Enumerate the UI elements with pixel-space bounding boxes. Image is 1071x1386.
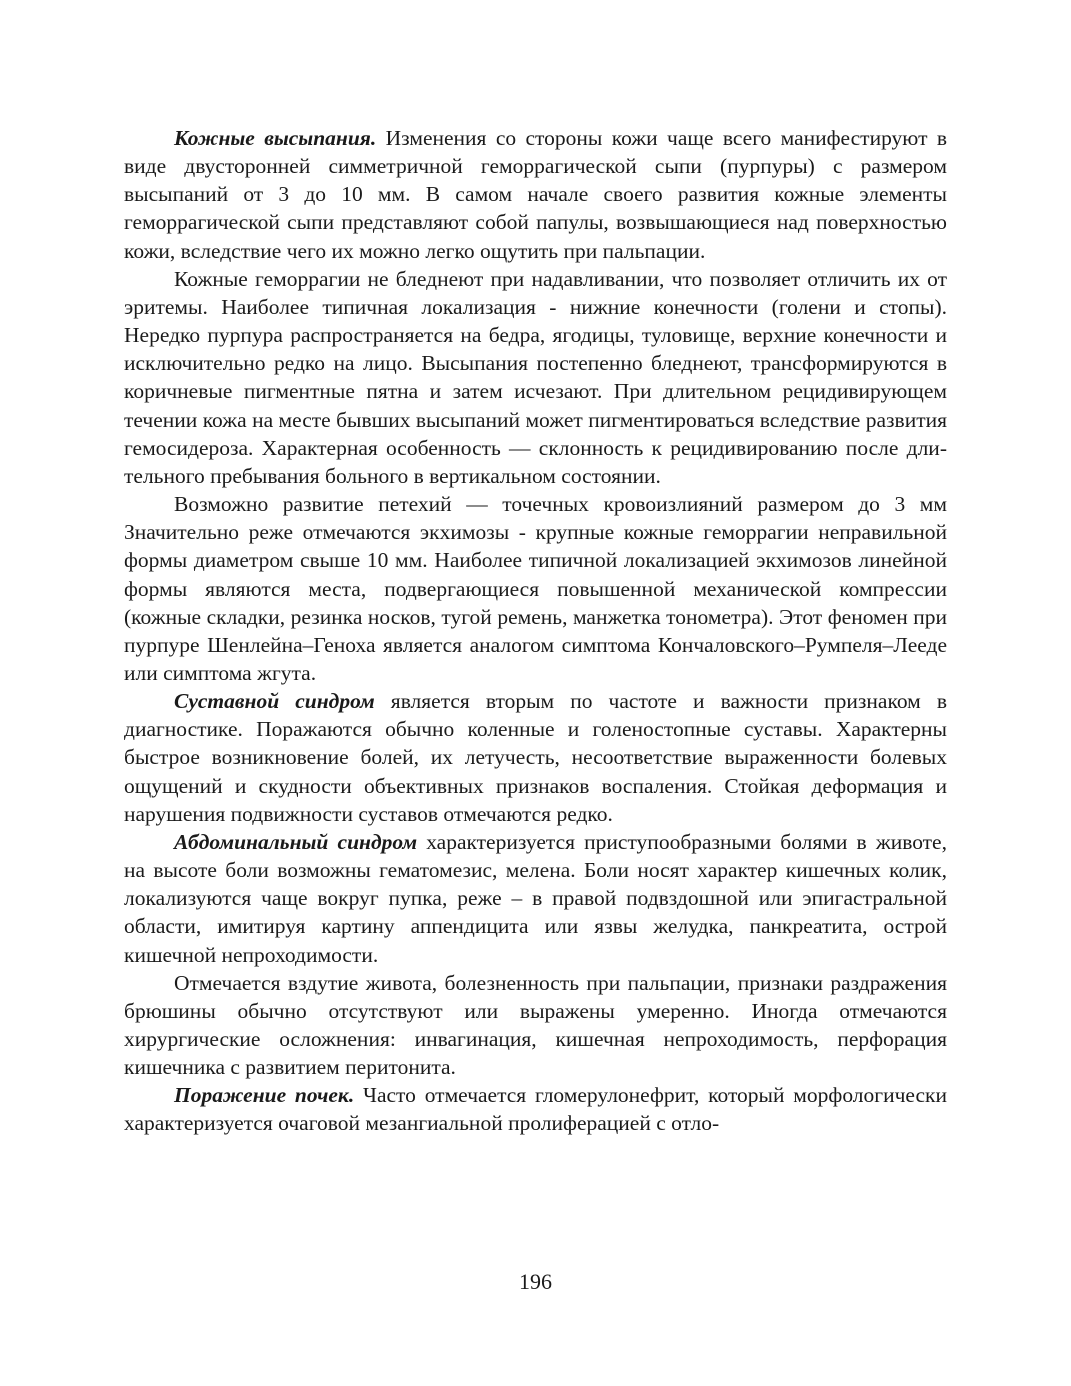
paragraph-abdominal-signs [124, 969, 947, 1082]
paragraph-text: Изменения со стороны кожи чаще всего манифестируют в виде двусторонней симметричной геморрагической сыпи (пурпуры) с размером высыпаний от 3 до 10 мм. В самом начале своего развития кожные элементы геморрагической сыпи представляют собой папулы, возвышающиеся над поверхностью кожи, вследствие чего их можно легко ощутить при пальпации. [124, 126, 947, 263]
paragraph-skin-hemorrhages [124, 265, 947, 490]
paragraph-text: Кожные геморрагии не бледнеют при надавливании, что позволяет отличить их от эритемы. Наиболее типичная локализация - нижние конечности (голени и стопы). Нередко пурпура распространяется на бедра, ягодицы, туловище, верхние конечности и исключительно редко на лицо. Высыпания постепенно бледнеют, трансформируются в коричневые пигментные пятна и затем исчезают. При длительном рецидивирующем течении кожа на месте бывших высыпаний может пигментироваться вследствие развития гемосидероза. Характерная особенность — склонность к рецидивированию после длительного пребывания больного в вертикальном состоянии. [124, 266, 947, 488]
paragraph-text: характеризуется приступообразными болями в животе, на высоте боли возможны гематомезис, мелена. Боли носят характер кишечных колик, локализуются чаще вокруг пупка, реже – в правой подвздошной или эпигастральной области, имитируя картину аппендицита или язвы желудка, панкреатита, острой кишечной непроходимости. [124, 829, 947, 967]
page-body [124, 124, 947, 1138]
paragraph-heading: Кожные высыпания. [174, 126, 377, 150]
paragraph-skin-rash [124, 124, 947, 265]
paragraph-joint-syndrome [124, 687, 947, 828]
paragraph-petechiae [124, 490, 947, 687]
paragraph-heading: Поражение почек. [174, 1083, 355, 1108]
paragraph-text: Отмечается вздутие живота, болезненность при пальпации, признаки раздражения брюшины обычно отсутствуют или выражены умеренно. Иногда отмечаются хирургические осложнения: инвагинация, кишечная непроходимость, перфорация кишечника с развитием перитонита. [124, 970, 947, 1080]
paragraph-text: Возможно развитие петехий — точечных кровоизлияний размером до 3 мм Значительно реже отмечаются экхимозы - крупные кожные геморрагии неправильной формы диаметром свыше 10 мм. Наиболее типичной локализацией экхимозов линейной формы являются места, подвергающиеся повышенной механической компрессии (кожные складки, резинка носков, тугой ремень, манжетка тонометра). Этот феномен при пурпуре Шенлейна–Геноха является аналогом симптома Кончаловского–Румпеля–Лееде или симптома жгута. [124, 492, 947, 685]
paragraph-kidney-damage [124, 1081, 947, 1137]
paragraph-text: является вторым по частоте и важности признаком в диагностике. Поражаются обычно коленные и голеностопные суставы. Характерны быстрое возникновение болей, их летучесть, несоответствие выраженности болевых ощущений и скудности объективных признаков воспаления. Стойкая деформация и нарушения подвижности суставов отмечаются редко. [124, 689, 947, 826]
paragraph-text: Часто отмечается гломерулонефрит, который морфологически характеризуется очаговой мезангиальной пролиферацией с отло- [124, 1083, 947, 1136]
paragraph-heading: Абдоминальный синдром [174, 829, 418, 854]
paragraph-heading: Суставной синдром [174, 689, 375, 714]
page-number: 196 [519, 1269, 552, 1294]
paragraph-abdominal-syndrome [124, 828, 947, 969]
